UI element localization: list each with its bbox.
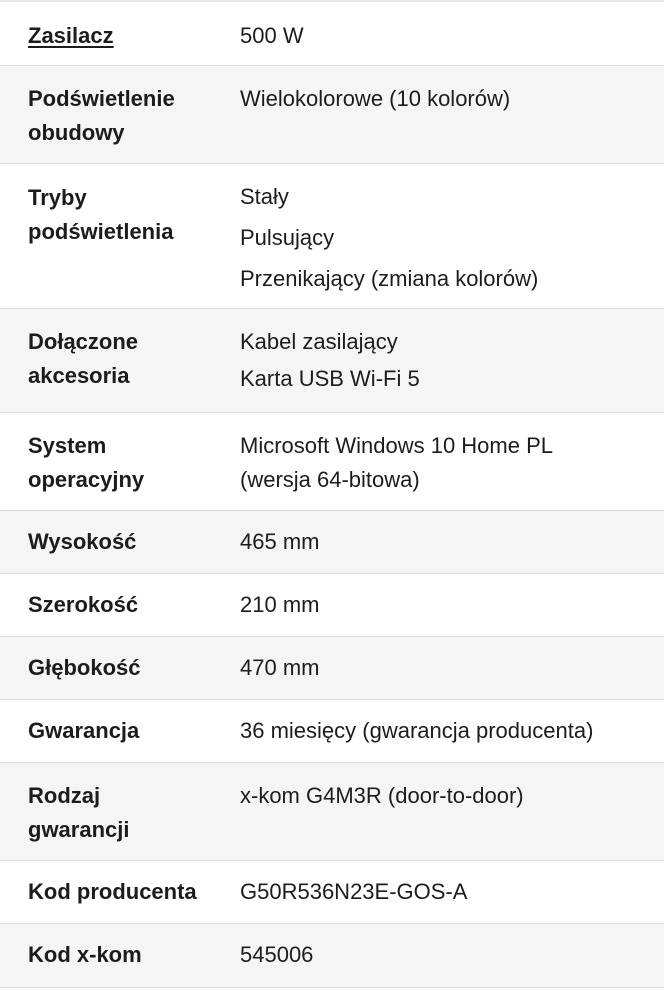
spec-values: [240, 176, 664, 308]
spec-row-warranty: [0, 700, 664, 763]
spec-label[interactable]: [0, 19, 240, 65]
spec-value: Pulsujący: [240, 225, 335, 250]
spec-value: 36 miesięcy (gwarancja producenta): [240, 718, 594, 743]
spec-row-lighting-modes: [0, 164, 664, 309]
spec-label: Tryby podświetlenia: [28, 185, 174, 244]
spec-label: Kod producenta: [28, 879, 197, 904]
spec-row-height: [0, 511, 664, 574]
spec-value: Wielokolorowe (10 kolorów): [240, 86, 511, 111]
spec-label-link[interactable]: Zasilacz: [28, 23, 114, 48]
spec-values: [240, 325, 664, 412]
spec-label: Rodzaj gwarancji: [28, 783, 130, 842]
spec-values: [240, 714, 664, 762]
spec-values: [240, 588, 664, 636]
spec-values: [240, 875, 664, 923]
spec-row-depth: [0, 637, 664, 700]
spec-row-manufacturer-code: [0, 861, 664, 924]
spec-value: 545006: [240, 942, 314, 967]
spec-value: Karta USB Wi-Fi 5: [240, 366, 420, 391]
spec-value: Microsoft Windows 10 Home PL (wersja 64-bitowa): [240, 433, 553, 492]
spec-values: [240, 525, 664, 573]
spec-value: Przenikający (zmiana kolorów): [240, 266, 539, 291]
spec-label: Kod x-kom: [28, 942, 142, 967]
spec-values: [240, 651, 664, 699]
spec-row-power-supply: [0, 2, 664, 66]
spec-label: Dołączone akcesoria: [28, 329, 139, 388]
spec-values: [240, 429, 664, 510]
spec-value: Kabel zasilający: [240, 329, 398, 354]
spec-value: x-kom G4M3R (door-to-door): [240, 783, 524, 808]
spec-row-case-lighting: [0, 66, 664, 164]
spec-value: 470 mm: [240, 655, 320, 680]
spec-label: Szerokość: [28, 592, 139, 617]
spec-values: [240, 19, 664, 65]
spec-label: System operacyjny: [28, 433, 145, 492]
spec-row-xkom-code: [0, 924, 664, 988]
spec-value: 210 mm: [240, 592, 320, 617]
spec-values: [240, 779, 664, 860]
spec-row-operating-system: [0, 413, 664, 511]
spec-label: Gwarancja: [28, 718, 140, 743]
spec-row-accessories: [0, 309, 664, 413]
spec-value: G50R536N23E-GOS-A: [240, 879, 468, 904]
spec-row-warranty-type: [0, 763, 664, 861]
spec-row-width: [0, 574, 664, 637]
spec-label: Wysokość: [28, 529, 137, 554]
spec-value: 500 W: [240, 23, 304, 48]
spec-label: Głębokość: [28, 655, 141, 680]
spec-value: Stały: [240, 184, 289, 209]
spec-label: Podświetlenie obudowy: [28, 86, 175, 145]
spec-values: [240, 82, 664, 163]
spec-value: 465 mm: [240, 529, 320, 554]
spec-values: [240, 938, 664, 987]
